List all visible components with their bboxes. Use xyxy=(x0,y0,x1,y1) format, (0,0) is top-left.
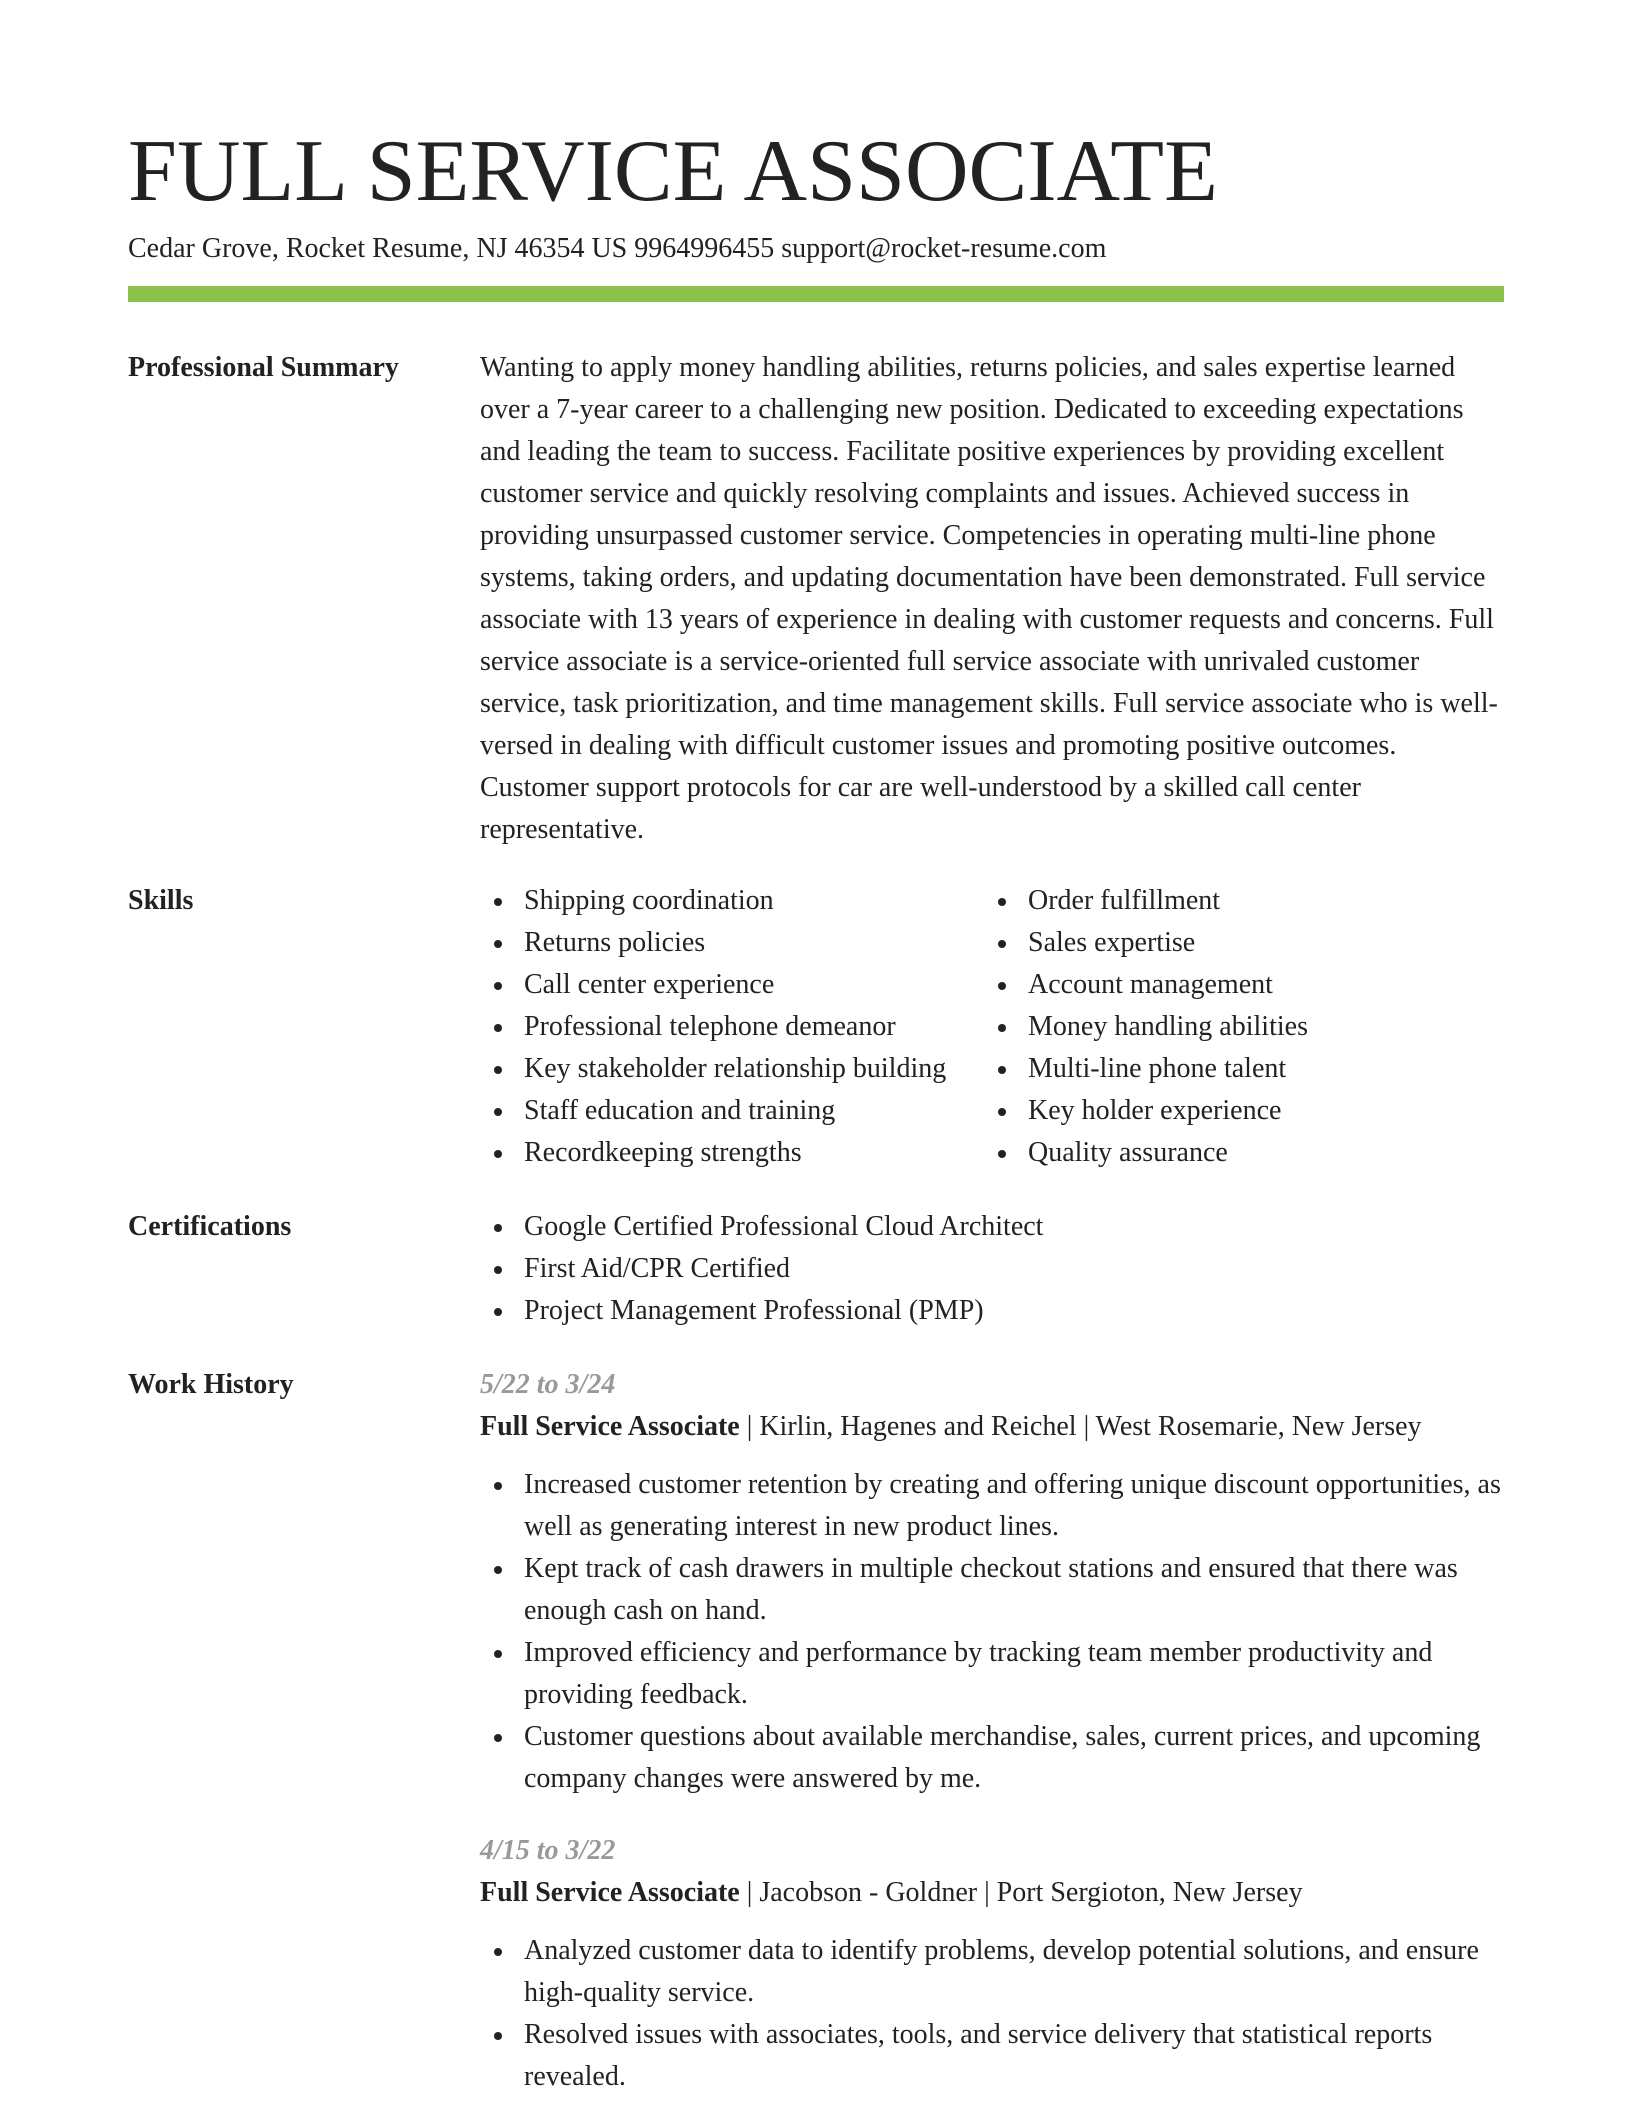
accent-divider xyxy=(128,286,1504,302)
list-item: Professional telephone demeanor xyxy=(480,1006,984,1048)
list-item: Recordkeeping strengths xyxy=(480,1132,984,1174)
list-item: Multi-line phone talent xyxy=(984,1048,1504,1090)
certifications-list xyxy=(480,1206,1504,1332)
list-item: Improved efficiency and performance by tracking team member productivity and providing feedback. xyxy=(480,1632,1504,1716)
contact-line: Cedar Grove, Rocket Resume, NJ 46354 US 9964996455 support@rocket-resume.com xyxy=(128,233,1107,264)
list-item: Order fulfillment xyxy=(984,880,1504,922)
job-details: | Jacobson - Goldner | Port Sergioton, New Jersey xyxy=(739,1877,1303,1908)
list-item: Sales expertise xyxy=(984,922,1504,964)
work-history-label: Work History xyxy=(128,1369,294,1400)
job-bullet-list xyxy=(480,1464,1504,1800)
list-item: Increased customer retention by creating and offering unique discount opportunities, as well as generating interest in new product lines. xyxy=(480,1464,1504,1548)
job-entry xyxy=(480,1364,1504,1800)
work-history-body xyxy=(480,1364,1504,2112)
list-item: Project Management Professional (PMP) xyxy=(480,1290,1504,1332)
page-title: FULL SERVICE ASSOCIATE xyxy=(128,123,1218,220)
summary-text: Wanting to apply money handling abilities, returns policies, and sales expertise learned over a 7-year career to a challenging new position. Dedicated to exceeding expectations and leading the team to success. Facilitate positive experiences by providing excellent customer service and quickly resolving complaints and issues. Achieved success in providing unsurpassed customer service. Competencies in operating multi-line phone systems, taking orders, and updating documentation have been demonstrated. Full service associate with 13 years of experience in dealing with customer requests and concerns. Full service associate is a service-oriented full service associate with unrivaled customer service, task prioritization, and time management skills. Full service associate who is well-versed in dealing with difficult customer issues and promoting positive outcomes. Customer support protocols for car are well-understood by a skilled call center representative. xyxy=(480,352,1498,845)
skills-columns xyxy=(480,880,1504,1174)
list-item: Key stakeholder relationship building xyxy=(480,1048,984,1090)
list-item: First Aid/CPR Certified xyxy=(480,1248,1504,1290)
job-role: Full Service Associate xyxy=(480,1411,740,1442)
skills-label: Skills xyxy=(128,885,194,916)
list-item: Money handling abilities xyxy=(984,1006,1504,1048)
list-item: Quality assurance xyxy=(984,1132,1504,1174)
job-bullet-list xyxy=(480,1930,1504,2098)
certifications-body xyxy=(480,1206,1504,1332)
skills-list-left xyxy=(480,880,984,1174)
job-entry xyxy=(480,1830,1504,2098)
summary-label: Professional Summary xyxy=(128,352,399,383)
job-dates: 4/15 to 3/22 xyxy=(480,1835,616,1866)
list-item: Google Certified Professional Cloud Architect xyxy=(480,1206,1504,1248)
list-item: Kept track of cash drawers in multiple checkout stations and ensured that there was enough cash on hand. xyxy=(480,1548,1504,1632)
job-role: Full Service Associate xyxy=(480,1877,740,1908)
certifications-label: Certifications xyxy=(128,1211,292,1242)
list-item: Staff education and training xyxy=(480,1090,984,1132)
list-item: Shipping coordination xyxy=(480,880,984,922)
list-item: Customer questions about available merchandise, sales, current prices, and upcoming company changes were answered by me. xyxy=(480,1716,1504,1800)
list-item: Key holder experience xyxy=(984,1090,1504,1132)
skills-list-right xyxy=(984,880,1504,1174)
list-item: Resolved issues with associates, tools, and service delivery that statistical reports revealed. xyxy=(480,2014,1504,2098)
list-item: Analyzed customer data to identify problems, develop potential solutions, and ensure high-quality service. xyxy=(480,1930,1504,2014)
job-heading xyxy=(480,1872,1504,1914)
list-item: Account management xyxy=(984,964,1504,1006)
job-dates: 5/22 to 3/24 xyxy=(480,1369,616,1400)
list-item: Returns policies xyxy=(480,922,984,964)
list-item: Call center experience xyxy=(480,964,984,1006)
job-heading xyxy=(480,1406,1504,1448)
job-details: | Kirlin, Hagenes and Reichel | West Rosemarie, New Jersey xyxy=(739,1411,1422,1442)
